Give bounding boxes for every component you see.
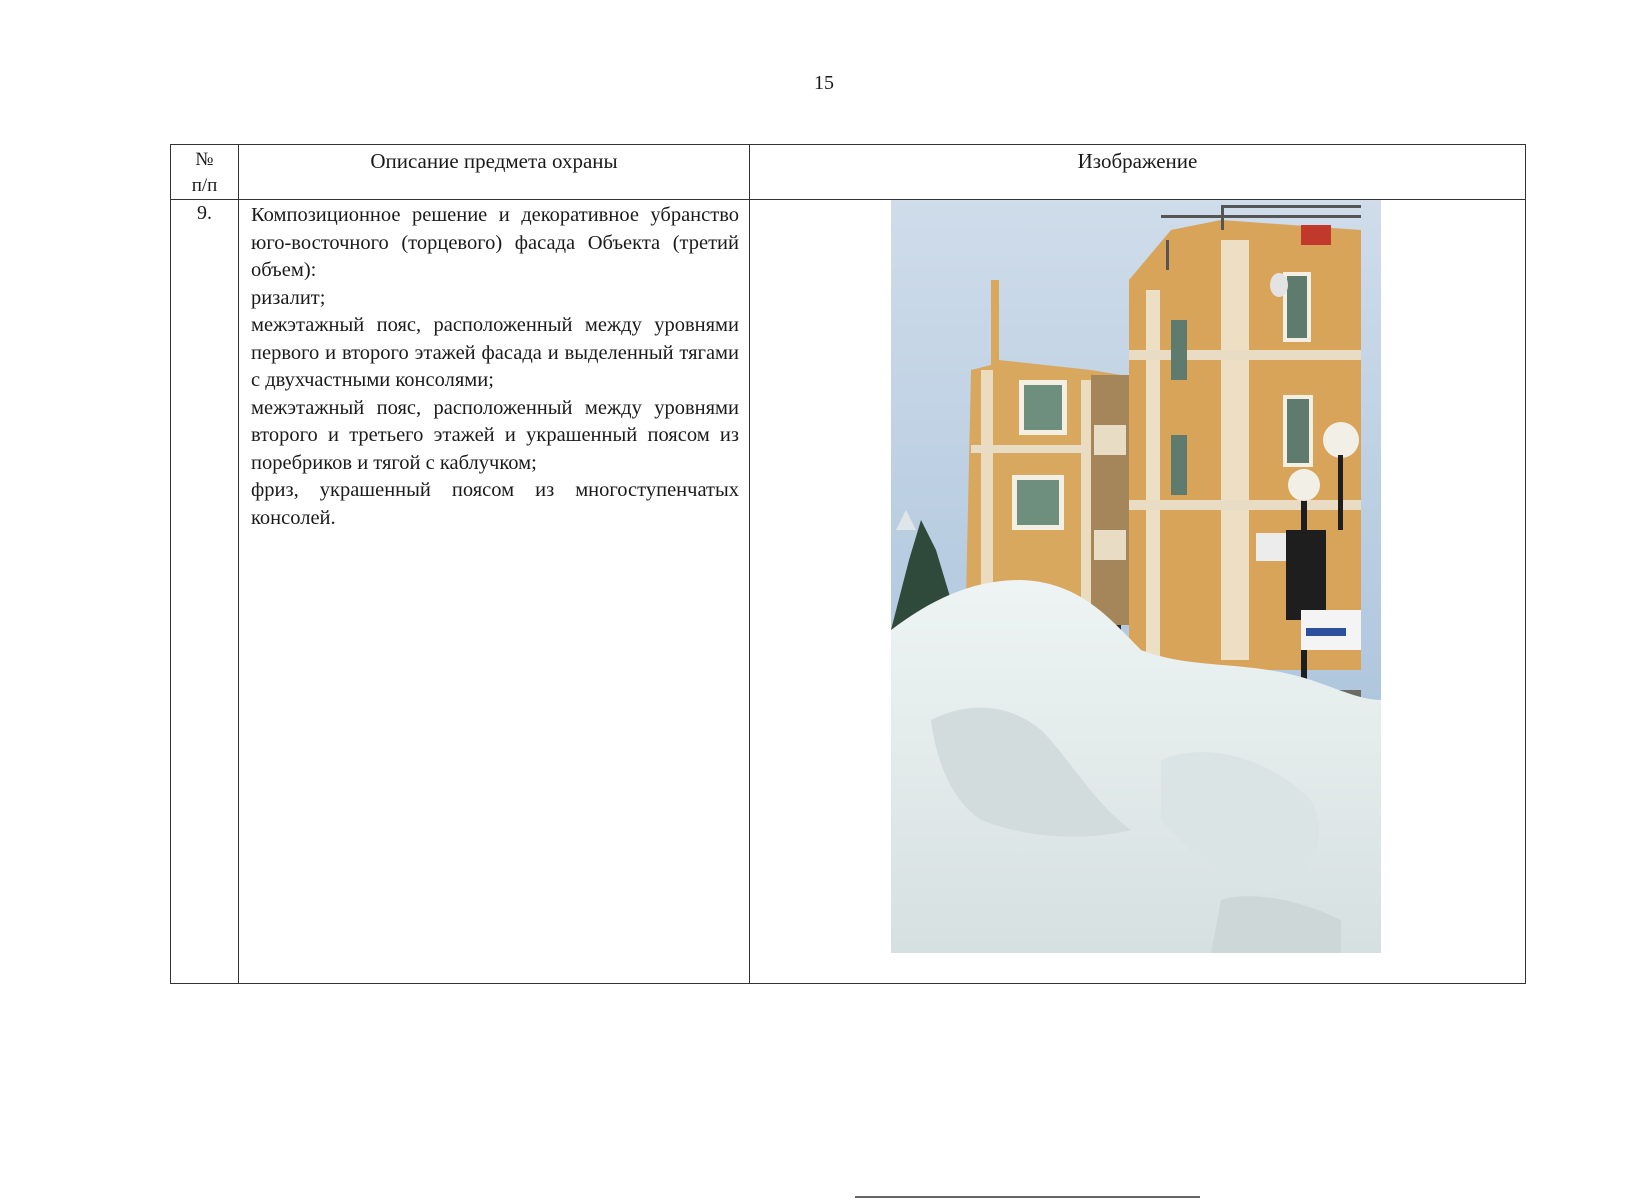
- description-paragraph: межэтажный пояс, расположенный между уровнями второго и третьего этажей и украшенный поясом из поребриков и тягой с каблучком;: [251, 396, 739, 474]
- header-description: Описание предмета охраны: [239, 145, 750, 200]
- header-image: Изображение: [750, 145, 1526, 200]
- building-photo-illustration: [891, 200, 1381, 953]
- description-paragraph: фриз, украшенный поясом из многоступенчатых консолей.: [251, 479, 739, 529]
- table-header-row: [171, 145, 1526, 200]
- header-num-symbol: №: [195, 149, 214, 170]
- page-number: 15: [814, 72, 834, 94]
- description-paragraph: Композиционное решение и декоративное убранство юго-восточного (торцевого) фасада Объекта (третий объем):: [251, 204, 739, 281]
- header-num: [171, 145, 239, 200]
- heritage-table: [170, 144, 1526, 984]
- table-row: [171, 200, 1526, 984]
- row-image-cell: [750, 200, 1526, 984]
- description-paragraph: межэтажный пояс, расположенный между уровнями первого и второго этажей фасада и выделенный тягами с двухчастными консолями;: [251, 314, 739, 391]
- description-paragraph: ризалит;: [251, 286, 326, 309]
- building-photo: [891, 200, 1381, 953]
- row-number: 9.: [171, 200, 239, 984]
- header-num-abbr: п/п: [191, 175, 218, 196]
- bottom-scan-line: [855, 1196, 1200, 1198]
- row-description: [239, 200, 750, 984]
